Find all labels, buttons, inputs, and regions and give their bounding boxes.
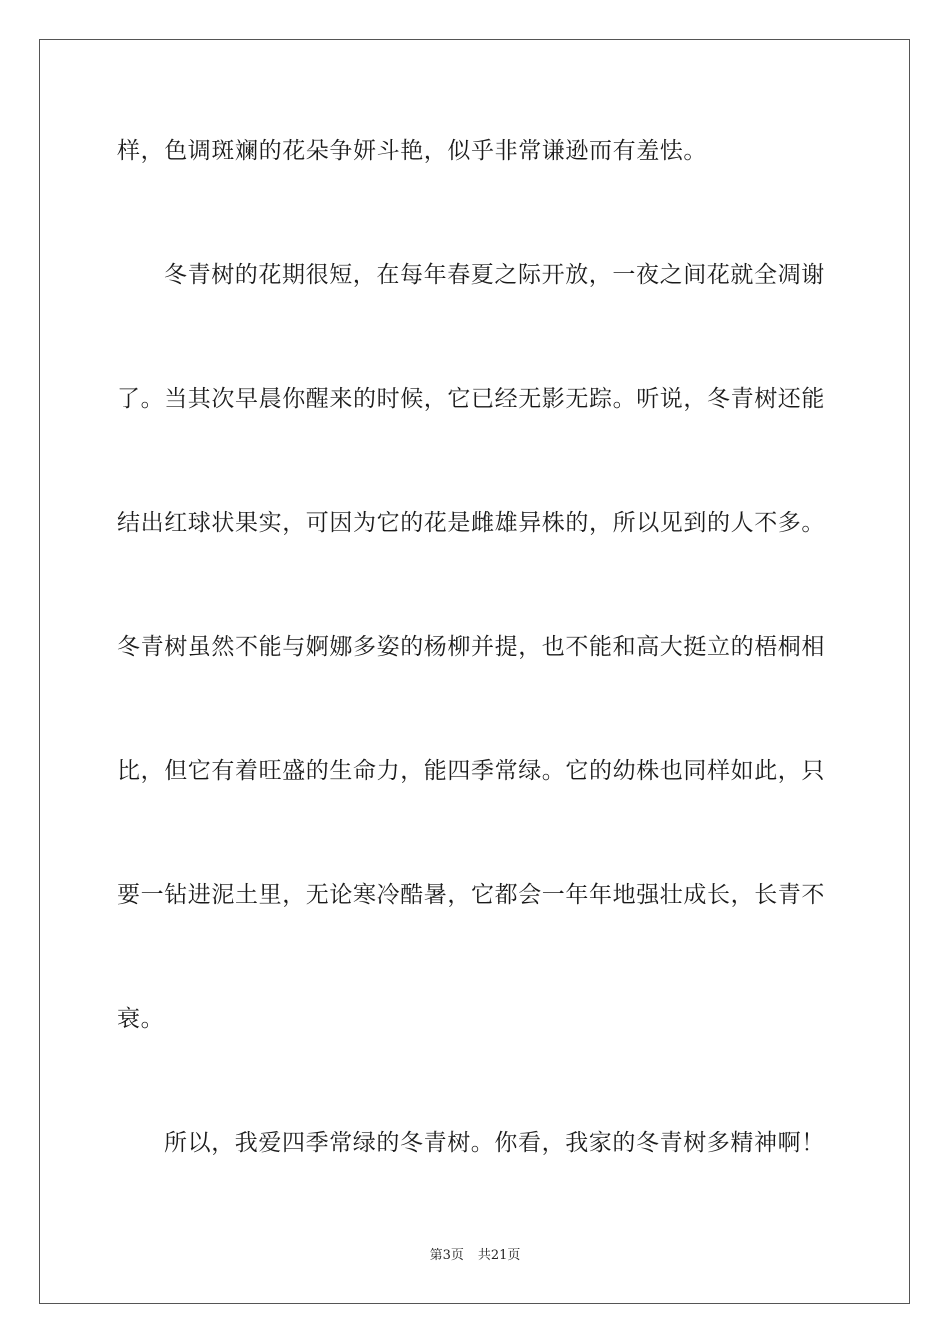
page-frame: [39, 39, 910, 1304]
text-line: 比，但它有着旺盛的生命力，能四季常绿。它的幼株也同样如此，只: [117, 758, 825, 784]
text-line: 了。当其次早晨你醒来的时候，它已经无影无踪。听说，冬青树还能: [117, 386, 825, 412]
page-number: 第3页: [429, 1248, 464, 1263]
text-line: 要一钻进泥土里，无论寒冷酷暑，它都会一年年地强壮成长，长青不: [117, 882, 825, 908]
text-line: 结出红球状果实，可因为它的花是雌雄异株的，所以见到的人不多。: [117, 510, 825, 536]
paragraph-start-line: 冬青树的花期很短，在每年春夏之际开放，一夜之间花就全凋谢: [164, 262, 825, 288]
text-line: 衰。: [117, 1006, 165, 1032]
page-footer: [0, 1247, 950, 1265]
paragraph-start-line: 所以，我爱四季常绿的冬青树。你看，我家的冬青树多精神啊！: [164, 1130, 825, 1156]
text-line: 样，色调斑斓的花朵争妍斗艳，似乎非常谦逊而有羞怯。: [117, 138, 707, 164]
text-line: 冬青树虽然不能与婀娜多姿的杨柳并提，也不能和高大挺立的梧桐相: [117, 634, 825, 660]
page-total: 共21页: [477, 1248, 521, 1263]
